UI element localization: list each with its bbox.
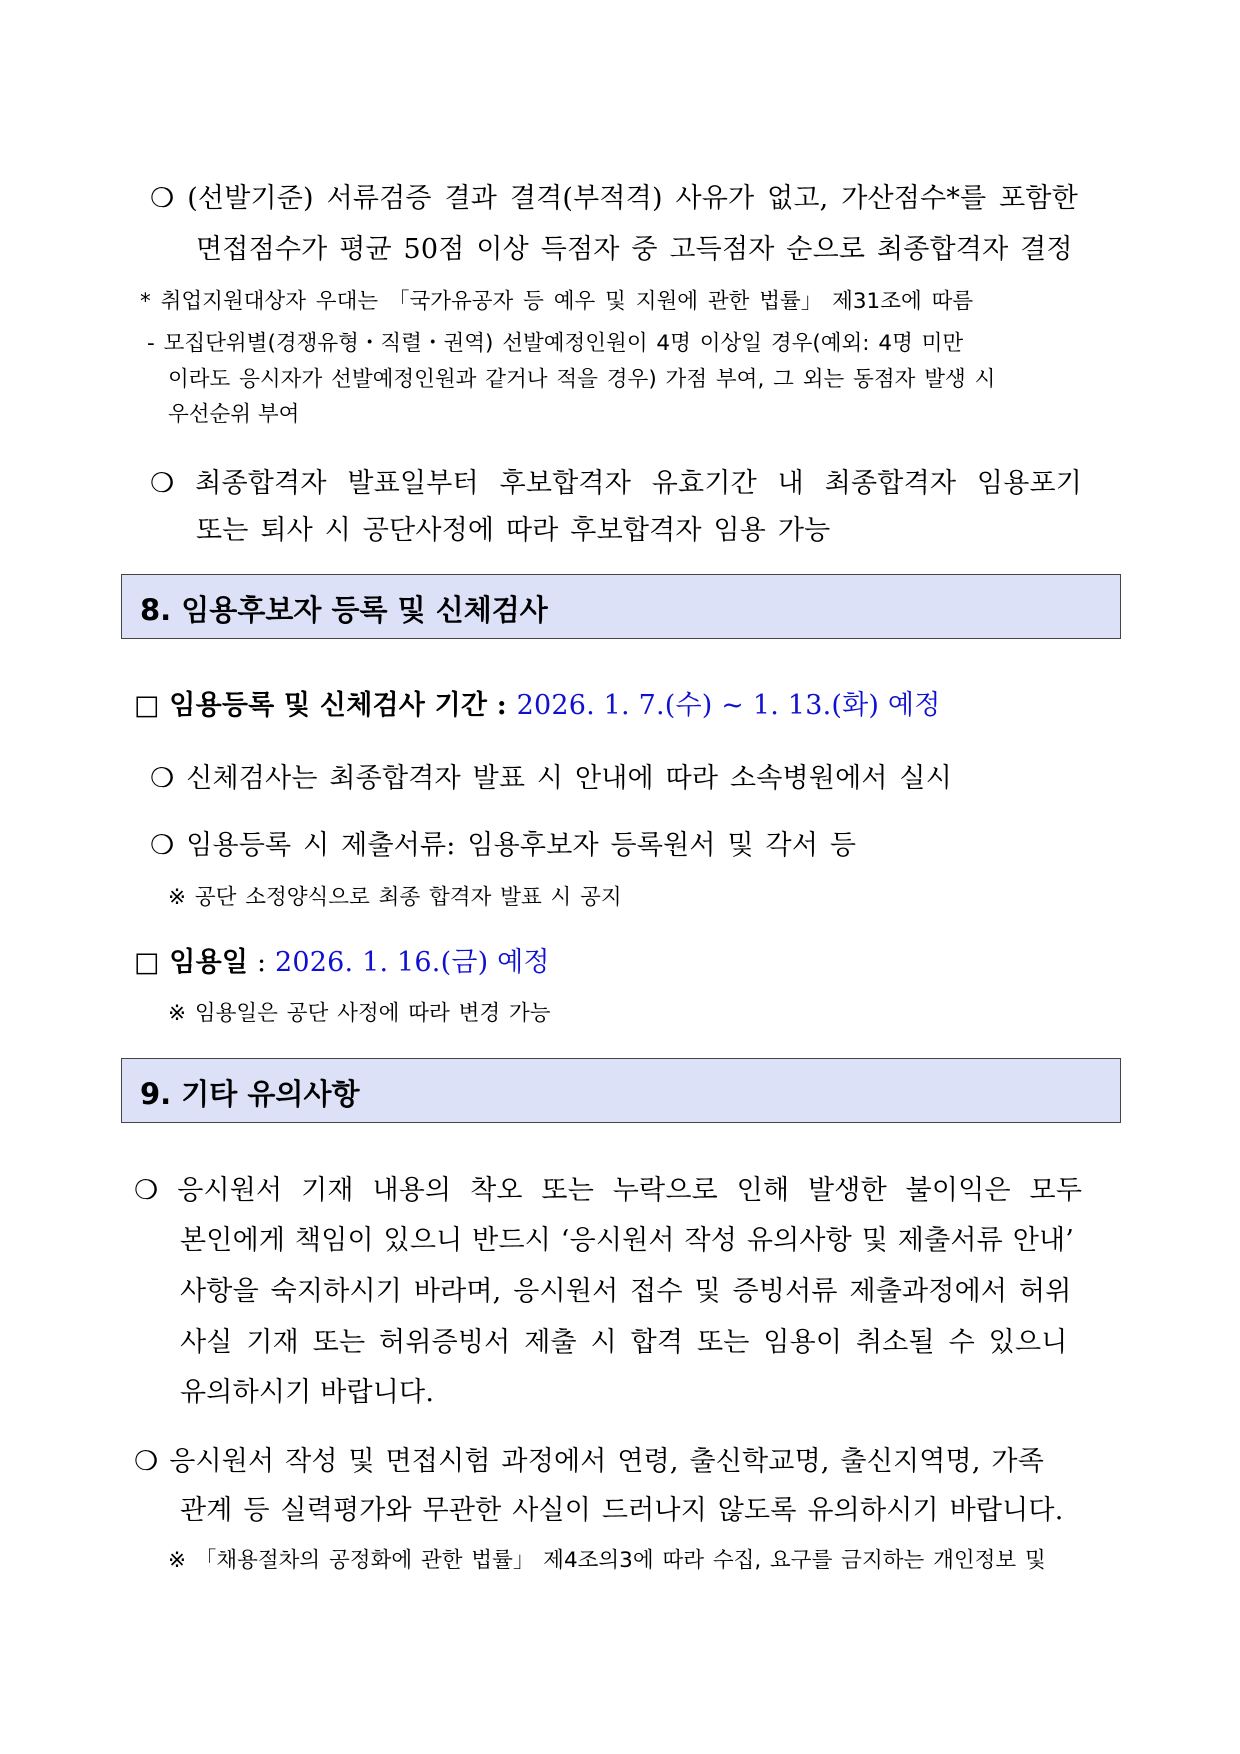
veteran-preference-note: * 취업지원대상자 우대는 「국가유공자 등 예우 및 지원에 관한 법률」 제31조에 따름 — [140, 289, 974, 314]
appointment-change-note: ※ 임용일은 공단 사정에 따라 변경 가능 — [168, 1001, 551, 1026]
appointment-date-value: 2026. 1. 16.(금) 예정 — [275, 947, 550, 978]
selection-criteria-line2: 면접점수가 평균 50점 이상 득점자 중 고득점자 순으로 최종합격자 결정 — [196, 234, 1073, 265]
tie-break-note-line1: - 모집단위별(경쟁유형・직렬・권역) 선발예정인원이 4명 이상일 경우(예외: 4명 미만 — [147, 331, 964, 356]
registration-period-label: □ 임용등록 및 신체검사 기간 : — [134, 690, 517, 721]
section-9-header — [121, 1058, 1121, 1123]
registration-period — [134, 683, 940, 722]
reserve-candidate-line2: 또는 퇴사 시 공단사정에 따라 후보합격자 임용 가능 — [196, 515, 831, 546]
application-error-line4: 사실 기재 또는 허위증빙서 제출 시 합격 또는 임용이 취소될 수 있으니 — [180, 1327, 1068, 1358]
tie-break-note-line3: 우선순위 부여 — [168, 402, 300, 427]
appointment-date — [134, 940, 550, 979]
form-notice-note: ※ 공단 소정양식으로 최종 합격자 발표 시 공지 — [168, 885, 622, 910]
blind-hiring-line2: 관계 등 실력평가와 무관한 사실이 드러나지 않도록 유의하시기 바랍니다. — [180, 1495, 1064, 1526]
appointment-date-separator: : — [248, 947, 276, 978]
registration-period-date: 2026. 1. 7.(수) ~ 1. 13.(화) 예정 — [516, 690, 941, 721]
section-8-title: 8. 임용후보자 등록 및 신체검사 — [140, 593, 548, 627]
section-9-title: 9. 기타 유의사항 — [140, 1077, 360, 1111]
application-error-line1: ❍ 응시원서 기재 내용의 착오 또는 누락으로 인해 발생한 불이익은 모두 — [134, 1175, 1083, 1206]
application-error-line3: 사항을 숙지하시기 바라며, 응시원서 접수 및 증빙서류 제출과정에서 허위 — [180, 1276, 1072, 1307]
required-documents: ❍ 임용등록 시 제출서류: 임용후보자 등록원서 및 각서 등 — [150, 830, 857, 861]
medical-exam-info: ❍ 신체검사는 최종합격자 발표 시 안내에 따라 소속병원에서 실시 — [150, 763, 952, 794]
appointment-date-label: □ 임용일 — [134, 947, 249, 978]
application-error-line2: 본인에게 책임이 있으니 반드시 ‘응시원서 작성 유의사항 및 제출서류 안내’ — [180, 1225, 1075, 1256]
application-error-line5: 유의하시기 바랍니다. — [180, 1377, 435, 1408]
selection-criteria-line1: ❍ (선발기준) 서류검증 결과 결격(부적격) 사유가 없고, 가산점수*를 포함한 — [150, 183, 1078, 214]
tie-break-note-line2: 이라도 응시자가 선발예정인원과 같거나 적을 경우) 가점 부여, 그 외는 동점자 발생 시 — [168, 367, 996, 392]
section-8-header — [121, 574, 1121, 639]
reserve-candidate-line1: ❍ 최종합격자 발표일부터 후보합격자 유효기간 내 최종합격자 임용포기 — [150, 468, 1083, 499]
blind-hiring-line1: ❍ 응시원서 작성 및 면접시험 과정에서 연령, 출신학교명, 출신지역명, 가족 — [134, 1446, 1044, 1477]
fair-hiring-law-note: ※ 「채용절차의 공정화에 관한 법률」 제4조의3에 따라 수집, 요구를 금지하는 개인정보 및 — [168, 1548, 1046, 1573]
